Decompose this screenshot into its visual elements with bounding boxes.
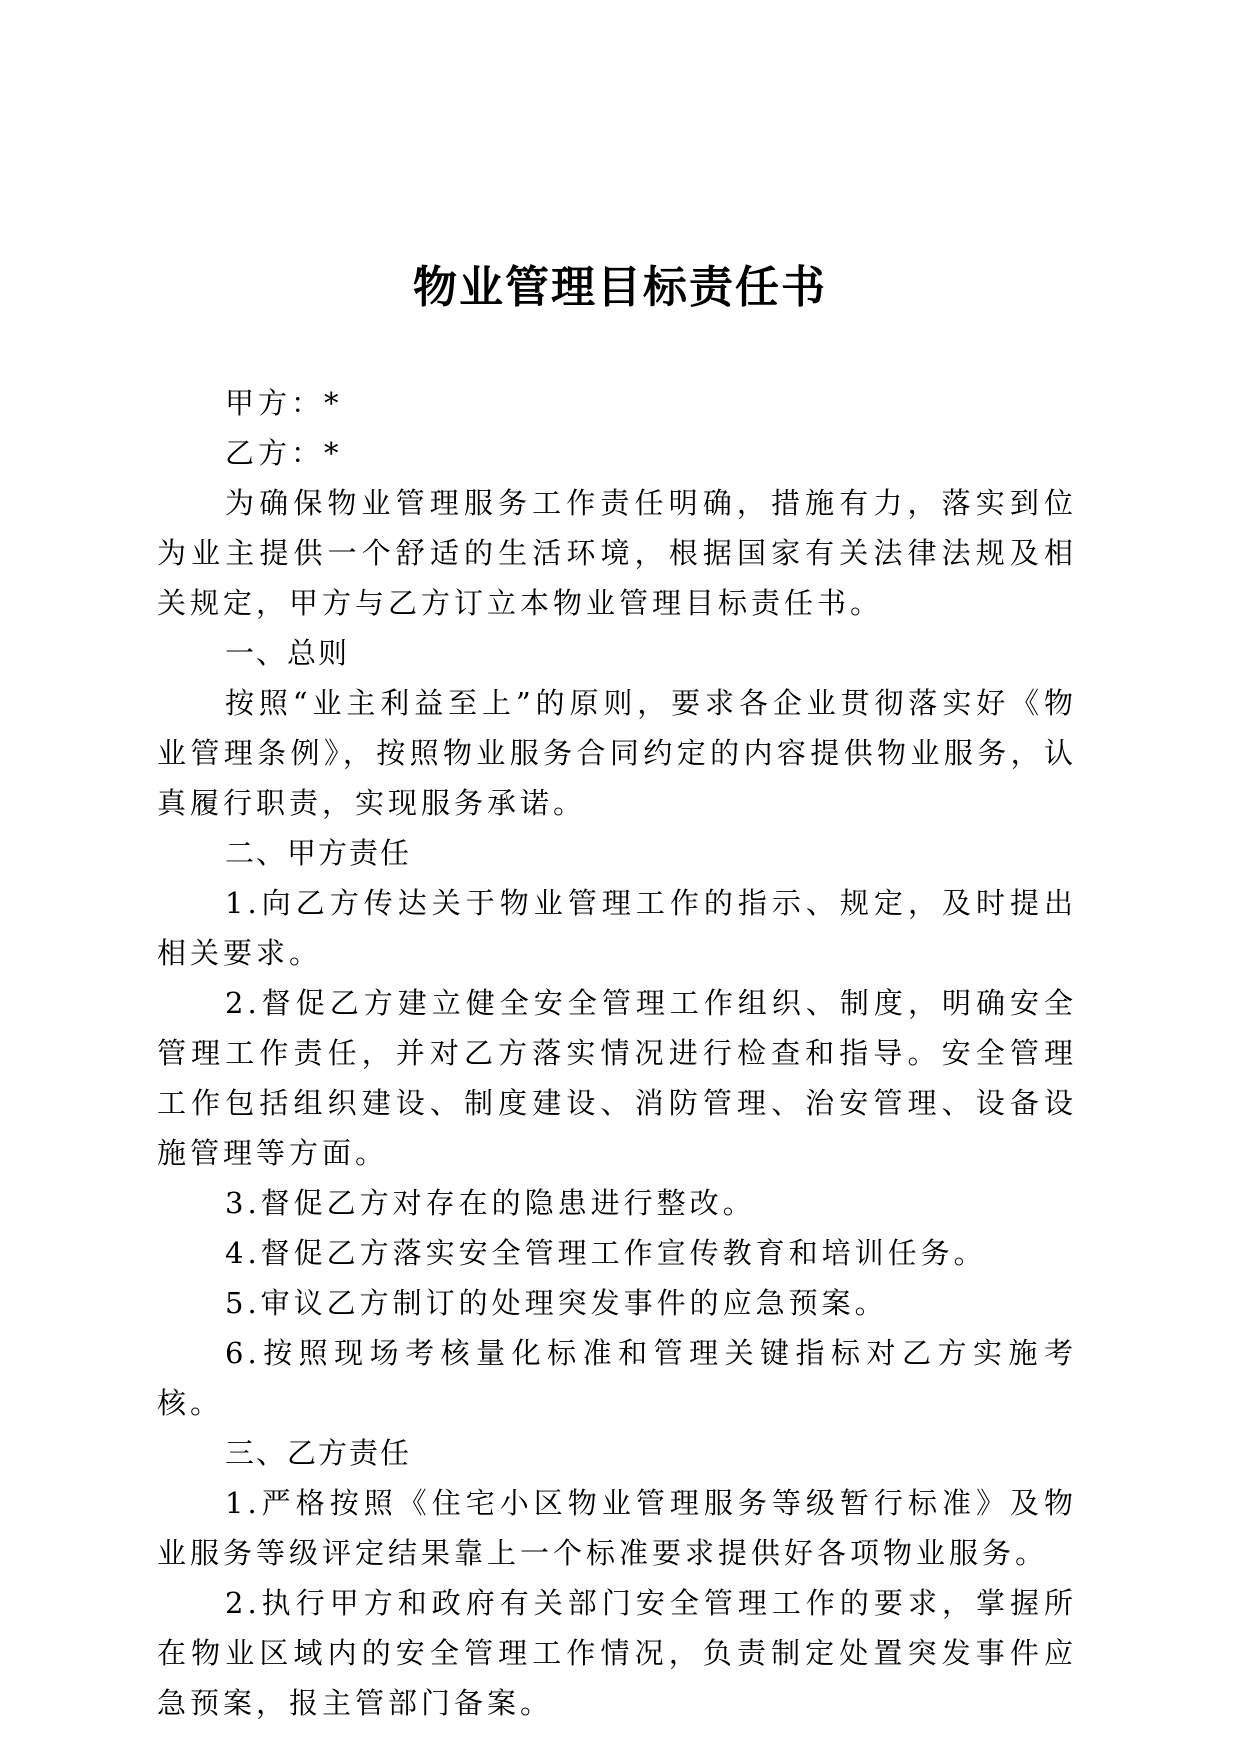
party-a-duty-item: 3.督促乙方对存在的隐患进行整改。 (225, 1186, 756, 1220)
document-title: 物业管理目标责任书 (413, 262, 827, 313)
section-heading-party-b-duties: 三、乙方责任 (225, 1436, 412, 1470)
party-a-duty-item: 4.督促乙方落实安全管理工作宣传教育和培训任务。 (225, 1236, 987, 1270)
party-b-duty-item: 2.执行甲方和政府有关部门安全管理工作的要求，掌握所在物业区域内的安全管理工作情况，负责制定处置突发事件应急预案，报主管部门备案。 (157, 1586, 1077, 1720)
section-heading-party-a-duties: 二、甲方责任 (225, 836, 412, 870)
party-b-line: 乙方：* (225, 436, 343, 470)
party-a-duty-item: 6.按照现场考核量化标准和管理关键指标对乙方实施考核。 (157, 1336, 1077, 1420)
party-a-duty-item: 2.督促乙方建立健全安全管理工作组织、制度，明确安全管理工作责任，并对乙方落实情况进行检查和指导。安全管理工作包括组织建设、制度建设、消防管理、治安管理、设备设施管理等方面。 (157, 986, 1077, 1170)
general-paragraph: 按照“业主利益至上”的原则，要求各企业贯彻落实好《物业管理条例》，按照物业服务合同约定的内容提供物业服务，认真履行职责，实现服务承诺。 (157, 686, 1077, 820)
party-a-duty-item: 5.审议乙方制订的处理突发事件的应急预案。 (225, 1286, 888, 1320)
party-a-line: 甲方：* (225, 386, 343, 420)
section-heading-general: 一、总则 (225, 636, 350, 670)
document-body (157, 378, 1077, 1728)
party-a-duty-item: 1.向乙方传达关于物业管理工作的指示、规定，及时提出相关要求。 (157, 886, 1077, 970)
preamble-paragraph: 为确保物业管理服务工作责任明确，措施有力，落实到位为业主提供一个舒适的生活环境，根据国家有关法律法规及相关规定，甲方与乙方订立本物业管理目标责任书。 (157, 486, 1077, 620)
party-b-duty-item: 1.严格按照《住宅小区物业管理服务等级暂行标准》及物业服务等级评定结果靠上一个标准要求提供好各项物业服务。 (157, 1486, 1077, 1570)
